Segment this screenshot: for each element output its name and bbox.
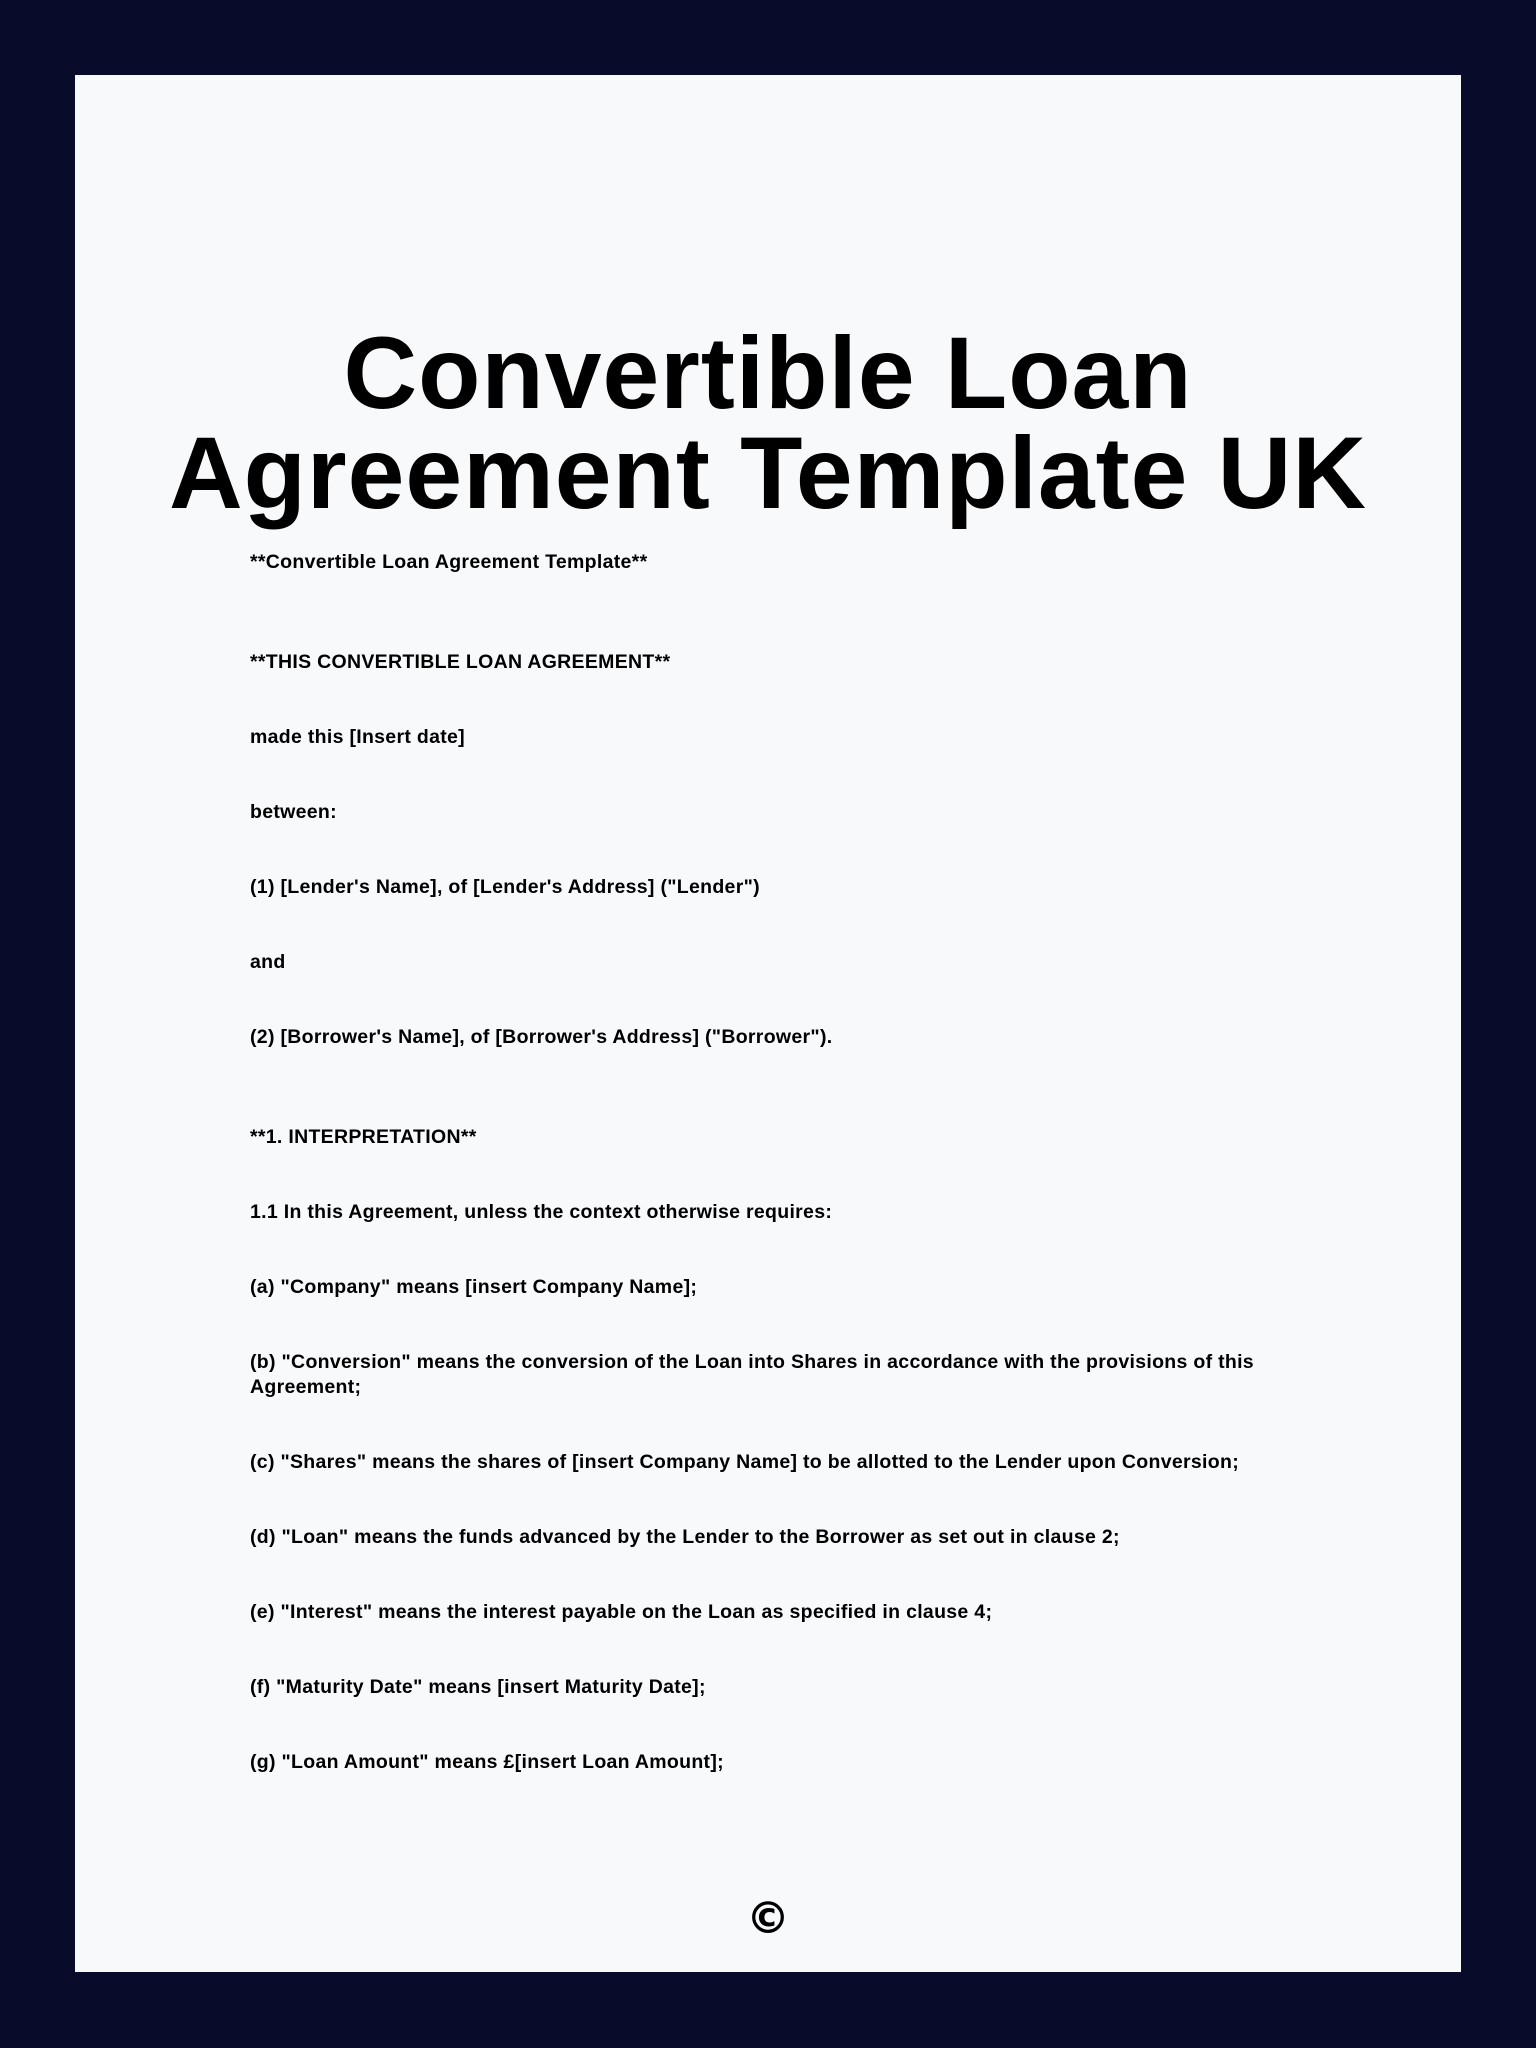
section-heading-interpretation: **1. INTERPRETATION**	[250, 1126, 477, 1148]
clause-1-1: 1.1 In this Agreement, unless the context otherwise requires:	[250, 1201, 833, 1223]
definition-maturity-date: (f) "Maturity Date" means [insert Maturity Date];	[250, 1676, 706, 1698]
definition-loan: (d) "Loan" means the funds advanced by the Lender to the Borrower as set out in clause 2;	[250, 1526, 1120, 1548]
definition-conversion: (b) "Conversion" means the conversion of the Loan into Shares in accordance with the provisions of this Agreement;	[250, 1351, 1254, 1398]
paragraph-and: and	[250, 951, 286, 973]
definition-interest: (e) "Interest" means the interest payable on the Loan as specified in clause 4;	[250, 1601, 993, 1623]
definition-company: (a) "Company" means [insert Company Name];	[250, 1276, 698, 1298]
paragraph-between: between:	[250, 801, 337, 823]
copyright-icon: ©	[746, 1893, 790, 1944]
definition-loan-amount: (g) "Loan Amount" means £[insert Loan Amount];	[250, 1751, 724, 1773]
document-title: Convertible Loan Agreement Template UK	[168, 316, 1368, 530]
paragraph-date: made this [Insert date]	[250, 726, 465, 748]
definition-shares: (c) "Shares" means the shares of [insert Company Name] to be allotted to the Lender upon Conversion;	[250, 1451, 1239, 1473]
paragraph-borrower: (2) [Borrower's Name], of [Borrower's Address] ("Borrower").	[250, 1026, 833, 1048]
template-heading: **Convertible Loan Agreement Template**	[250, 551, 648, 573]
document-page	[75, 75, 1461, 1972]
agreement-heading: **THIS CONVERTIBLE LOAN AGREEMENT**	[250, 651, 671, 673]
paragraph-lender: (1) [Lender's Name], of [Lender's Address] ("Lender")	[250, 876, 760, 898]
